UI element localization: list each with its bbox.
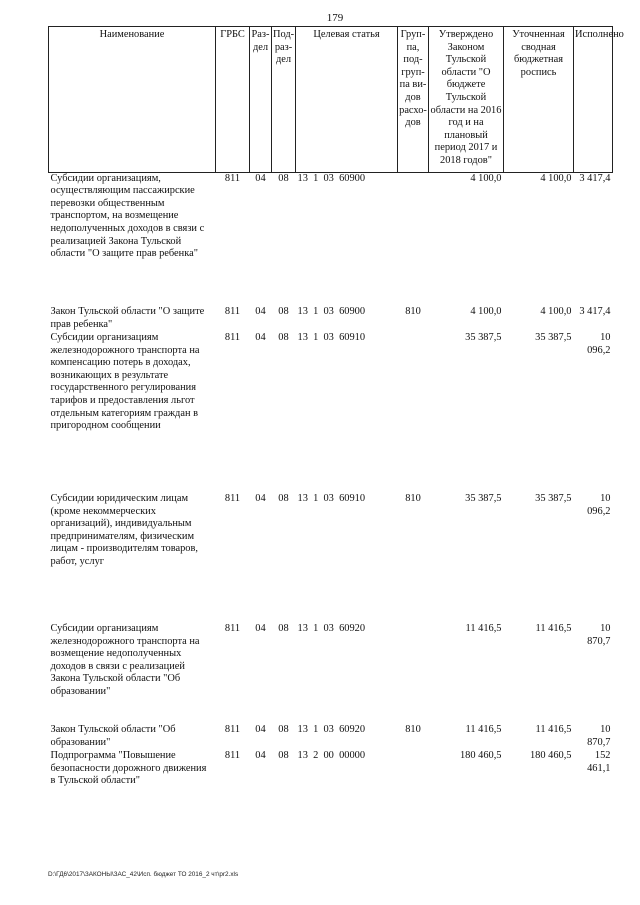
cell-razdel: 04	[255, 493, 266, 505]
cell-executed: 10 096,2	[587, 493, 611, 517]
cell-refined: 11 416,5	[535, 623, 572, 635]
table-row	[49, 332, 613, 493]
header-executed: Исполнено	[574, 27, 613, 173]
cell-celevaya-statya: 13 2 00 00000	[297, 750, 366, 762]
cell-approved: 4 100,0	[470, 306, 502, 318]
cell-approved: 35 387,5	[465, 493, 502, 505]
cell-refined: 4 100,0	[540, 306, 572, 318]
header-grbs: ГРБС	[216, 27, 250, 173]
cell-refined: 35 387,5	[535, 332, 572, 344]
cell-refined: 35 387,5	[535, 493, 572, 505]
table-header-row	[49, 27, 613, 173]
cell-celevaya-statya: 13 1 03 60900	[297, 172, 366, 184]
cell-name: Закон Тульской области "Об образовании"	[50, 724, 176, 748]
cell-razdel: 04	[255, 750, 266, 762]
cell-name: Субсидии организациям, осуществляющим пассажирские перевозки общественным транспортом, на возмещение недополученных доходов в связи с реализацией Закона Тульской области "О защите прав ребенка"	[50, 172, 205, 260]
cell-group: 810	[405, 724, 421, 736]
cell-executed: 10 870,7	[587, 623, 611, 647]
cell-celevaya-statya: 13 1 03 60910	[297, 332, 366, 344]
header-refined: Уточненная сводная бюджетная роспись	[504, 27, 574, 173]
cell-grbs: 811	[224, 724, 241, 736]
page-number: 179	[326, 12, 344, 24]
cell-group	[398, 623, 429, 724]
cell-name: Субсидии юридическим лицам (кроме некоммерческих организаций), индивидуальным предпринимателям, физическим лицам - производителям товаров, работ, услуг	[50, 493, 199, 567]
cell-razdel: 04	[255, 306, 266, 318]
cell-approved: 11 416,5	[465, 623, 502, 635]
table-row	[49, 750, 613, 800]
cell-celevaya-statya: 13 1 03 60900	[297, 306, 366, 318]
cell-razdel: 04	[255, 724, 266, 736]
budget-table	[48, 26, 624, 800]
cell-approved: 11 416,5	[465, 724, 502, 736]
cell-razdel: 04	[255, 332, 266, 344]
cell-approved: 4 100,0	[470, 172, 502, 184]
cell-podrazdel: 08	[278, 750, 289, 762]
header-name: Наименование	[49, 27, 216, 173]
cell-group	[398, 750, 429, 800]
cell-executed: 10 096,2	[587, 332, 611, 356]
header-celevaya-statya: Целевая статья	[296, 27, 398, 173]
cell-grbs: 811	[224, 623, 241, 635]
table-row	[49, 724, 613, 750]
cell-celevaya-statya: 13 1 03 60920	[297, 724, 366, 736]
header-group: Груп-па, под-груп-па ви-дов расхо-дов	[398, 27, 429, 173]
cell-podrazdel: 08	[278, 172, 289, 184]
cell-group	[398, 172, 429, 306]
cell-podrazdel: 08	[278, 623, 289, 635]
cell-podrazdel: 08	[278, 306, 289, 318]
cell-name: Субсидии организациям железнодорожного транспорта на возмещение недополученных доходов в связи с реализацией Закона Тульской области "Об образовании"	[50, 623, 200, 697]
cell-grbs: 811	[224, 306, 241, 318]
cell-podrazdel: 08	[278, 332, 289, 344]
cell-group: 810	[405, 306, 421, 318]
header-approved: Утверждено Законом Тульской области "О бюджете Тульской области на 2016 год и на плановый период 2017 и 2018 годов"	[429, 27, 504, 173]
table-row	[49, 172, 613, 306]
cell-celevaya-statya: 13 1 03 60910	[297, 493, 366, 505]
file-path-footer: D:\ГД6\2017\ЗАКОНЫ\ЗАС_42\Исп. бюджет ТО 2016_2 чт\pr2.xls	[48, 871, 239, 878]
cell-refined: 11 416,5	[535, 724, 572, 736]
cell-name: Закон Тульской области "О защите прав ребенка"	[50, 306, 205, 330]
cell-grbs: 811	[224, 493, 241, 505]
cell-group	[398, 332, 429, 493]
cell-name: Субсидии организациям железнодорожного транспорта на компенсацию потерь в доходах, возникающих в результате государственного регулирования тарифов и предоставления льгот отдельным категориям граждан в пригородном сообщении	[50, 332, 200, 432]
cell-refined: 180 460,5	[529, 750, 572, 762]
cell-executed: 10 870,7	[587, 724, 611, 748]
cell-razdel: 04	[255, 623, 266, 635]
table-body	[49, 172, 613, 800]
cell-celevaya-statya: 13 1 03 60920	[297, 623, 366, 635]
cell-podrazdel: 08	[278, 724, 289, 736]
cell-grbs: 811	[224, 750, 241, 762]
cell-approved: 180 460,5	[459, 750, 502, 762]
cell-refined: 4 100,0	[540, 172, 572, 184]
cell-grbs: 811	[224, 172, 241, 184]
cell-approved: 35 387,5	[465, 332, 502, 344]
header-razdel: Раз-дел	[250, 27, 272, 173]
cell-razdel: 04	[255, 172, 266, 184]
header-podrazdel: Под-раз-дел	[272, 27, 296, 173]
table-row	[49, 623, 613, 724]
cell-podrazdel: 08	[278, 493, 289, 505]
cell-name: Подпрограмма "Повышение безопасности дорожного движения в Тульской области"	[50, 750, 207, 787]
table-row	[49, 493, 613, 623]
cell-group: 810	[405, 493, 421, 505]
cell-executed: 3 417,4	[579, 172, 611, 184]
table-row	[49, 306, 613, 332]
cell-executed: 152 461,1	[587, 750, 611, 774]
cell-grbs: 811	[224, 332, 241, 344]
cell-executed: 3 417,4	[579, 306, 611, 318]
